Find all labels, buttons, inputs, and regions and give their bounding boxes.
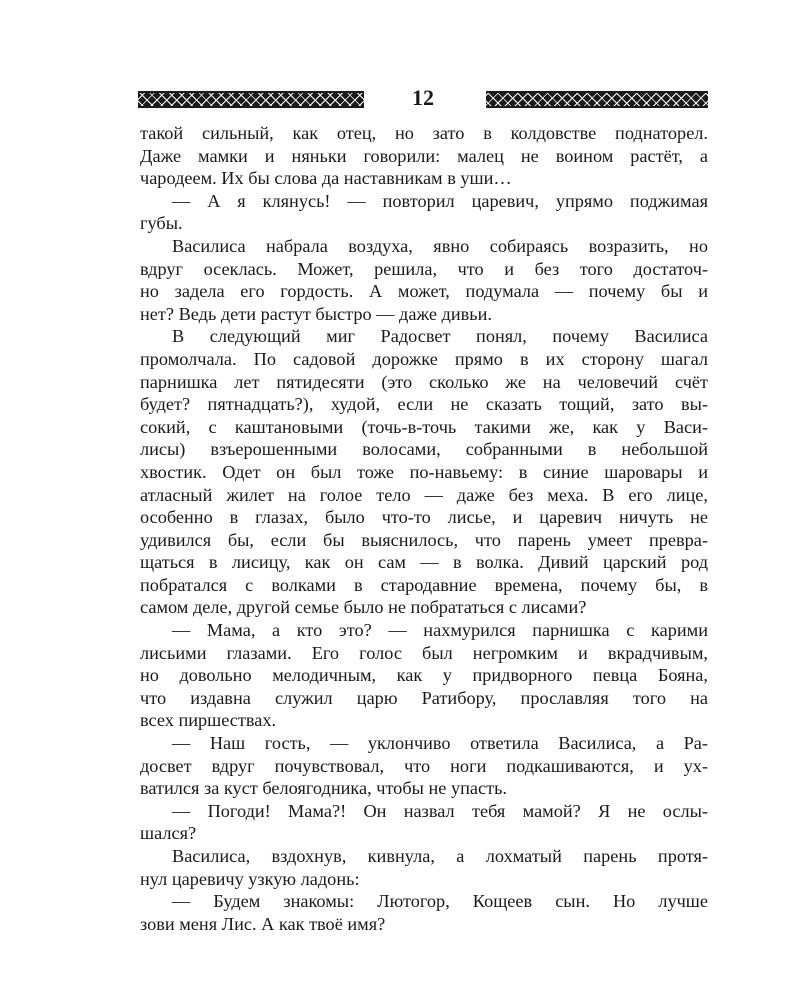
text-line: чародеем. Их бы слова да наставникам в уши… xyxy=(140,168,512,189)
text-line: — Погоди! Мама?! Он назвал тебя мамой? Я не ослы- xyxy=(172,800,708,821)
text-line: самом деле, другой семье было не побрататься с лисами? xyxy=(140,597,587,618)
body-text xyxy=(140,122,708,935)
text-line: — Будем знакомы: Лютогор, Кощеев сын. Но лучше xyxy=(172,891,708,912)
text-line: Василиса, вздохнув, кивнула, а лохматый парень протя- xyxy=(172,846,708,866)
text-line: удивился бы, если бы выяснилось, что парень умеет превра- xyxy=(140,529,708,550)
text-line: щаться в лисицу, как он сам — в волка. Дивий царский род xyxy=(140,552,708,573)
text-line: В следующий миг Радосвет понял, почему Василиса xyxy=(172,326,708,347)
text-line: вдруг осеклась. Может, решила, что и без того достаточ- xyxy=(140,258,708,279)
text-line: промолчала. По садовой дорожке прямо в их сторону шагал xyxy=(140,348,708,369)
text-line: ватился за куст белоягодника, чтобы не упасть. xyxy=(140,778,507,799)
page-number: 12 xyxy=(412,85,434,110)
text-line: — Наш гость, — уклончиво ответила Василиса, а Ра- xyxy=(172,733,708,754)
text-line: — Мама, а кто это? — нахмурился парнишка с карими xyxy=(172,620,708,641)
text-line: губы. xyxy=(140,213,183,234)
text-line: лисы) взъерошенными волосами, собранными в небольшой xyxy=(140,439,708,460)
decorative-ornament-left xyxy=(138,91,364,108)
text-line: особенно в глазах, было что-то лисье, и царевич ничуть не xyxy=(140,507,708,528)
text-line: побратался с волками в стародавние времена, почему бы, в xyxy=(140,574,708,595)
text-line: атласный жилет на голое тело — даже без меха. В его лице, xyxy=(140,484,708,505)
text-line: хвостик. Одет он был тоже по-навьему: в синие шаровары и xyxy=(140,461,708,482)
decorative-ornament-right xyxy=(486,91,708,108)
text-line: шался? xyxy=(140,823,197,844)
text-line: сокий, с каштановыми (точь-в-точь такими же, как у Васи- xyxy=(140,416,708,437)
page-header xyxy=(138,86,708,112)
text-line: зови меня Лис. А как твоё имя? xyxy=(140,913,386,934)
text-line: но довольно мелодичным, как у придворного певца Бояна, xyxy=(140,665,708,686)
text-line: что издавна служил царю Ратибору, прославляя того на xyxy=(140,687,708,708)
text-line: лисьими глазами. Его голос был негромким и вкрадчивым, xyxy=(140,642,708,663)
text-line: Даже мамки и няньки говорили: малец не воином растёт, а xyxy=(140,145,708,166)
text-line: всех пиршествах. xyxy=(140,710,277,731)
text-line: парнишка лет пятидесяти (это сколько же на человечий счёт xyxy=(140,371,708,392)
text-line: такой сильный, как отец, но зато в колдовстве поднаторел. xyxy=(140,123,708,143)
text-line: будет? пятнадцать?), худой, если не сказать тощий, зато вы- xyxy=(140,394,708,415)
text-line: досвет вдруг почувствовал, что ноги подкашиваются, и ух- xyxy=(140,755,708,776)
text-line: Василиса набрала воздуха, явно собираясь возразить, но xyxy=(172,235,708,256)
text-line: — А я клянусь! — повторил царевич, упрямо поджимая xyxy=(172,190,708,211)
text-line: нул царевичу узкую ладонь: xyxy=(140,868,360,889)
text-line: но задела его гордость. А может, подумала — почему бы и xyxy=(140,281,708,302)
text-line: нет? Ведь дети растут быстро — даже дивьи. xyxy=(140,303,492,324)
